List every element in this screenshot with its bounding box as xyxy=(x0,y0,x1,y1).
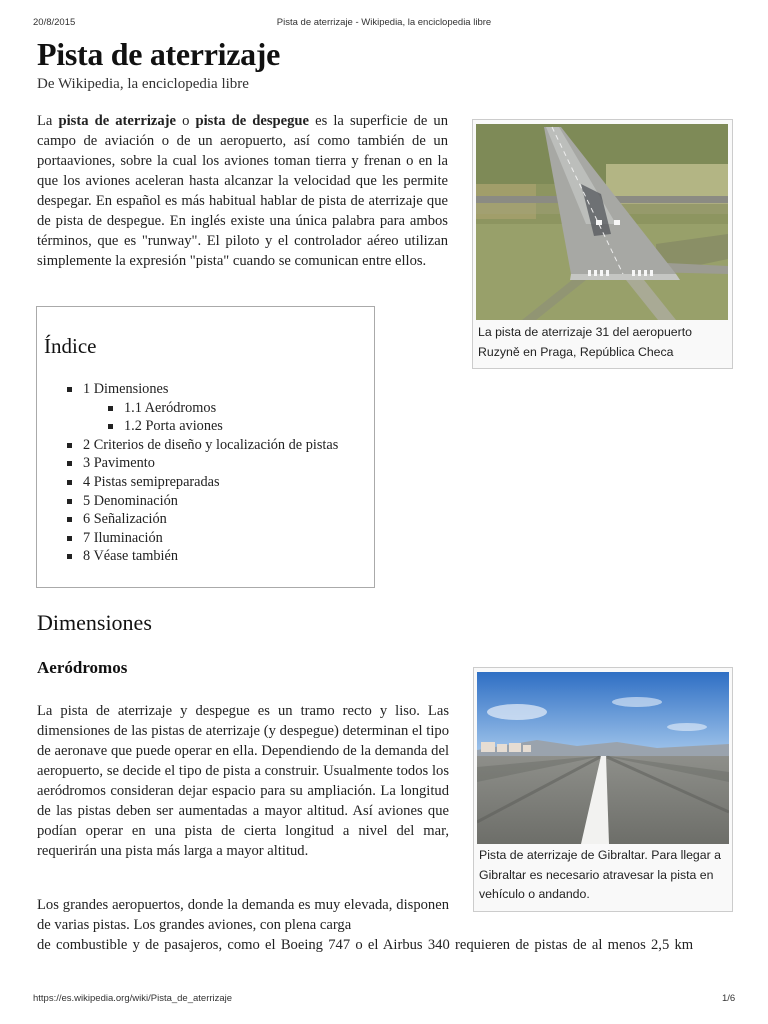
toc-item-dimensiones[interactable]: 1 Dimensiones xyxy=(37,380,374,399)
term-pista-de-despegue: pista de despegue xyxy=(195,113,310,129)
figure-caption: Pista de aterrizaje de Gibraltar. Para llegar a Gibraltar es necesario atravesar la pista en vehículo o andando. xyxy=(479,848,721,901)
aerodromos-paragraph-1: La pista de aterrizaje y despegue es un tramo recto y liso. Las dimensiones de las pistas de aterrizaje (y despegue) determinan el tipo de aeronave que puede operar en ella. Dependiendo de la demanda del aeropuerto, se decide el tipo de pista a construir. Usualmente todos los aeródromos consideran dejar espacio para su ampliación. La longitud de las pistas deben ser aumentadas a mayor altitud. Así aviones que podían operar en una pista de cierta longitud a nivel del mar, requerirán una pista más larga a mayor altitud. xyxy=(37,703,449,859)
bullet-icon xyxy=(67,387,72,392)
term-pista-de-aterrizaje: pista de aterrizaje xyxy=(58,113,177,129)
subsection-heading-aerodromos: Aeródromos xyxy=(37,658,128,677)
page-subtitle: De Wikipedia, la enciclopedia libre xyxy=(37,76,249,92)
print-url: https://es.wikipedia.org/wiki/Pista_de_aterrizaje xyxy=(33,993,233,1004)
toc-item-vease-tambien[interactable]: 8 Véase también xyxy=(37,547,374,566)
bullet-icon xyxy=(67,536,72,541)
toc-item-criterios[interactable]: 2 Criterios de diseño y localización de pistas xyxy=(37,436,374,455)
print-date: 20/8/2015 xyxy=(33,17,76,28)
toc-item-porta-aviones[interactable]: 1.2 Porta aviones xyxy=(37,417,374,436)
intro-paragraph: La pista de aterrizaje o pista de despegue es la superficie de un campo de aviación o de un aeropuerto, así como también de un portaaviones, sobre la cual los aviones toman tierra y frenan o en la que los aviones aceleran hasta alcanzar la velocidad que les permite despegar. En español es más habitual hablar de pista de aterrizaje que de pista de despegue. En inglés existe una única palabra para ambos términos, que es "runway". El piloto y el controlador aéreo utilizan simplemente la expresión "pista" cuando se comunican entre ellos. xyxy=(37,113,449,269)
bullet-icon xyxy=(67,499,72,504)
toc-title: Índice xyxy=(44,334,97,358)
figure-prague-runway xyxy=(472,119,733,369)
print-page-title: Pista de aterrizaje - Wikipedia, la enciclopedia libre xyxy=(276,17,492,28)
figure-caption: La pista de aterrizaje 31 del aeropuerto Ruzyně en Praga, República Checa xyxy=(478,325,692,359)
toc-item-denominacion[interactable]: 5 Denominación xyxy=(37,492,374,511)
bullet-icon xyxy=(108,424,113,429)
bullet-icon xyxy=(67,480,72,485)
aerodromos-paragraph-2: Los grandes aeropuertos, donde la demanda es muy elevada, disponen de varias pistas. Los grandes aviones, con plena carga xyxy=(37,897,449,933)
runway-ground-image xyxy=(477,672,729,844)
print-page-number: 1/6 xyxy=(722,993,736,1004)
bullet-icon xyxy=(67,517,72,522)
figure-gibraltar-runway xyxy=(473,667,733,912)
aerodromos-paragraph-2-continued: de combustible y de pasajeros, como el Boeing 747 o el Airbus 340 requieren de pistas de al menos 2,5 km xyxy=(37,937,694,953)
toc-item-iluminacion[interactable]: 7 Iluminación xyxy=(37,529,374,548)
runway-aerial-image xyxy=(476,124,728,320)
table-of-contents xyxy=(36,306,375,588)
toc-item-pistas-semipreparadas[interactable]: 4 Pistas semipreparadas xyxy=(37,473,374,492)
page-title: Pista de aterrizaje xyxy=(37,36,281,72)
bullet-icon xyxy=(67,461,72,466)
bullet-icon xyxy=(67,554,72,559)
toc-item-senalizacion[interactable]: 6 Señalización xyxy=(37,510,374,529)
bullet-icon xyxy=(67,443,72,448)
toc-item-aerodromos[interactable]: 1.1 Aeródromos xyxy=(37,399,374,418)
bullet-icon xyxy=(108,406,113,411)
toc-item-pavimento[interactable]: 3 Pavimento xyxy=(37,454,374,473)
section-heading-dimensiones: Dimensiones xyxy=(37,610,152,635)
